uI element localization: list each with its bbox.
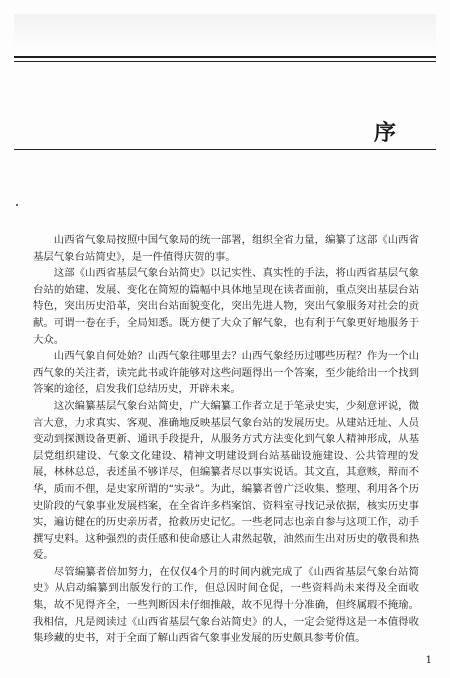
body-text [33,232,419,647]
paragraph: 尽管编纂者倍加努力，在仅仅4个月的时间内就完成了《山西省基层气象台站简史》从启动编纂到出版发行的工作，但总因时间仓促，一些资料尚未来得及全面收集，故不见得齐全，一些判断因未仔细推敲，故不见得十分准确，但终属瑕不掩瑜。我相信，凡是阅读过《山西省基层气象台站简史》的人，一定会觉得这是一本值得收集珍藏的史书，对于全面了解山西省气象事业发展的历史颇具参考价值。 [33,565,419,645]
print-speck [16,204,18,206]
chapter-title: 序 [373,120,398,146]
chapter-rule [14,149,436,150]
header-rule [14,14,436,58]
page-number: 1 [425,655,432,666]
paragraph: 这次编纂基层气象台站简史，广大编纂工作者立足于笔录史实，少刻意评说，微言大意，力求真实、客观、准确地反映基层气象台站的发展历史。从建站迁址、人员变动到探测设备更新、通讯手段提升，从服务方式方法变化到气象人精神形成，从基层党组织建设、气象文化建设、精神文明建设到台站基础设施建设、公共管理的发展，林林总总，表述虽不够详尽，但编纂者尽以事实说话。其文直，其意赅，辩而不华，质而不俚，是史家所谓的“实录”。为此，编纂者曾广泛收集、整理、利用各个历史阶段的气象事业发展档案，在全省许多档案馆、资料室寻找记录依据，核实历史事实，遍访健在的历史亲历者，抢救历史记忆。一些老同志也亲自参与这项工作，动手撰写史料。这种强烈的责任感和使命感让人肃然起敬，油然而生出对历史的敬畏和热爱。 [33,399,419,562]
paragraph: 这部《山西省基层气象台站简史》以记实性、真实性的手法，将山西省基层气象台站的始建、发展、变化在简短的篇幅中具体地呈现在读者面前，重点突出基层台站特色，突出历史沿革，突出台站面貌变化，突出先进人物，突出气象服务对社会的贡献。可谓一卷在手，全局知悉。既方便了大众了解气象，也有利于气象更好地服务于大众。 [33,267,419,346]
paragraph: 山西省气象局按照中国气象局的统一部署，组织全省力量，编纂了这部《山西省基层气象台站简史》，是一件值得庆贺的事。 [33,234,419,263]
paragraph: 山西气象自何处始？山西气象往哪里去？山西气象经历过哪些历程？作为一个山西气象的关注者，读完此书或许能够对这些问题得出一个答案，至少能给出一个找到答案的途径，启发我们总结历史，开辟未来。 [33,350,419,396]
